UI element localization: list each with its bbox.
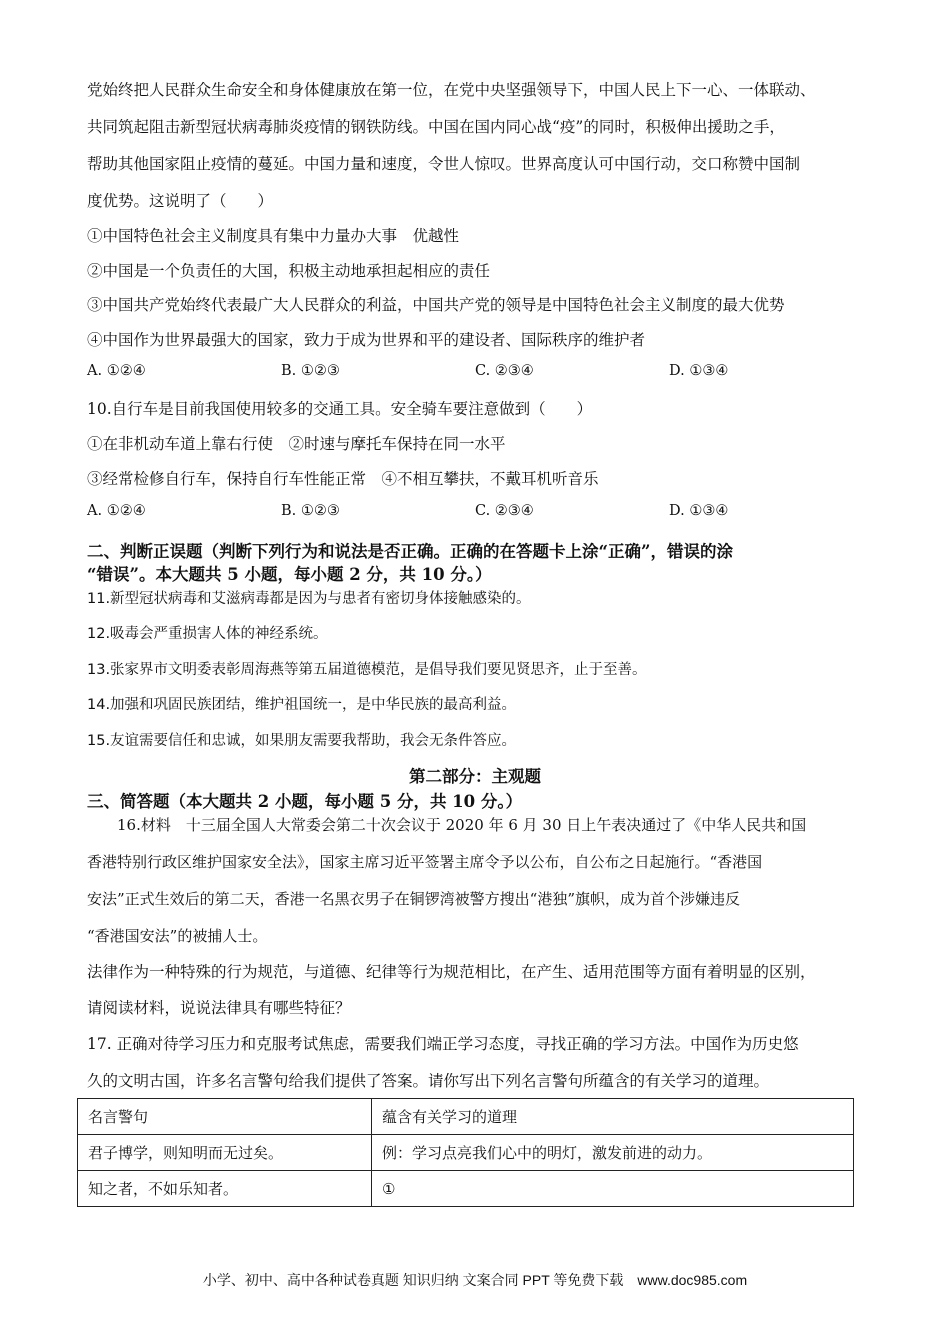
q10-item-1: ①在非机动车道上靠右行使 ②时速与摩托车保持在同一水平 [87, 435, 506, 453]
q16-material-line-3: 安法”正式生效后的第二天，香港一名黑衣男子在铜锣湾被警方搜出“港独”旗帜，成为首个涉嫌违反 [87, 890, 741, 908]
q9-option-a: A. ①②④ [87, 363, 146, 379]
q16-material-line-2: 香港特别行政区维护国家安全法》，国家主席习近平签署主席令予以公布，自公布之日起施行。“香港国 [87, 853, 763, 871]
table-cell-quote: 知之者，不如乐知者。 [78, 1171, 372, 1207]
q10-item-2: ③经常检修自行车，保持自行车性能正常 ④不相互攀扶，不戴耳机听音乐 [87, 470, 599, 488]
q9-stem-line-1: 党始终把人民群众生命安全和身体健康放在第一位，在党中央坚强领导下，中国人民上下一心、一体联动、 [87, 81, 816, 99]
q10-option-c: C. ②③④ [475, 503, 534, 519]
q17-stem-line-1: 17. 正确对待学习压力和克服考试焦虑，需要我们端正学习态度，寻找正确的学习方法。中国作为历史悠 [87, 1035, 799, 1053]
q17-stem-line-2: 久的文明古国，许多名言警句给我们提供了答案。请你写出下列名言警句所蕴含的有关学习的道理。 [87, 1072, 770, 1090]
section2-heading-line-2: “错误”。本大题共 5 小题，每小题 2 分，共 10 分。） [87, 565, 492, 584]
q11: 11.新型冠状病毒和艾滋病毒都是因为与患者有密切身体接触感染的。 [87, 591, 531, 607]
q9-item-2: ②中国是一个负责任的大国，积极主动地承担起相应的责任 [87, 262, 491, 280]
q9-stem-line-2: 共同筑起阻击新型冠状病毒肺炎疫情的钢铁防线。中国在国内同心战“疫”的同时，积极伸出援助之手， [87, 118, 785, 136]
q10-option-b: B. ①②③ [281, 503, 340, 519]
q9-stem-line-4: 度优势。这说明了（ ） [87, 192, 274, 210]
q16-material-line-4: “香港国安法”的被捕人士。 [87, 927, 268, 945]
q10-stem: 10.自行车是目前我国使用较多的交通工具。安全骑车要注意做到（ ） [87, 400, 593, 418]
q10-option-a: A. ①②④ [87, 503, 146, 519]
q9-item-1: ①中国特色社会主义制度具有集中力量办大事 优越性 [87, 227, 460, 245]
q9-option-c: C. ②③④ [475, 363, 534, 379]
q15: 15.友谊需要信任和忠诚，如果朋友需要我帮助，我会无条件答应。 [87, 733, 517, 749]
table-row [78, 1135, 854, 1171]
q10-option-d: D. ①③④ [669, 503, 729, 519]
table-cell-quote: 君子博学，则知明而无过矣。 [78, 1135, 372, 1171]
table-cell-meaning: ① [372, 1171, 854, 1207]
q9-item-4: ④中国作为世界最强大的国家，致力于成为世界和平的建设者、国际秩序的维护者 [87, 331, 646, 349]
q16-material-line-1: 16.材料 十三届全国人大常委会第二十次会议于 2020 年 6 月 30 日上午表决通过了《中华人民共和国 [117, 816, 807, 834]
quote-table [77, 1098, 854, 1207]
q16-question-line-2: 请阅读材料，说说法律具有哪些特征？ [87, 999, 351, 1017]
table-cell-meaning: 例：学习点亮我们心中的明灯，激发前进的动力。 [372, 1135, 854, 1171]
q13: 13.张家界市文明委表彰周海燕等第五届道德模范，是倡导我们要见贤思齐，止于至善。 [87, 662, 647, 678]
table-header-row [78, 1099, 854, 1135]
part2-title: 第二部分：主观题 [409, 767, 541, 786]
q9-item-3: ③中国共产党始终代表最广大人民群众的利益，中国共产党的领导是中国特色社会主义制度的最大优势 [87, 296, 785, 314]
page-footer: 小学、初中、高中各种试卷真题 知识归纳 文案合同 PPT 等免费下载 www.doc985.com [202, 1272, 748, 1288]
table-header-quote: 名言警句 [78, 1099, 372, 1135]
q14: 14.加强和巩固民族团结，维护祖国统一，是中华民族的最高利益。 [87, 697, 517, 713]
section2-heading-line-1: 二、判断正误题（判断下列行为和说法是否正确。正确的在答题卡上涂“正确”，错误的涂 [87, 542, 733, 561]
q12: 12.吸毒会严重损害人体的神经系统。 [87, 626, 328, 642]
table-header-meaning: 蕴含有关学习的道理 [372, 1099, 854, 1135]
section3-heading: 三、简答题（本大题共 2 小题，每小题 5 分，共 10 分。） [87, 792, 523, 811]
q9-stem-line-3: 帮助其他国家阻止疫情的蔓延。中国力量和速度，令世人惊叹。世界高度认可中国行动，交口称赞中国制 [87, 155, 801, 173]
q16-question-line-1: 法律作为一种特殊的行为规范，与道德、纪律等行为规范相比，在产生、适用范围等方面有着明显的区别， [87, 963, 816, 981]
q9-option-d: D. ①③④ [669, 363, 729, 379]
table-row [78, 1171, 854, 1207]
q9-option-b: B. ①②③ [281, 363, 340, 379]
